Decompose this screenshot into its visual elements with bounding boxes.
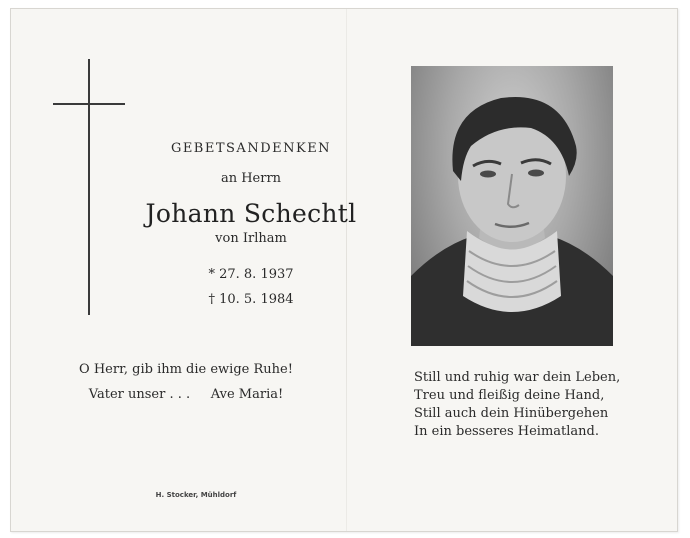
memorial-card bbox=[10, 8, 678, 532]
birth-date: * 27. 8. 1937 bbox=[208, 267, 294, 282]
poem-line: Still auch dein Hinübergehen bbox=[414, 406, 609, 421]
poem-line: In ein besseres Heimatland. bbox=[414, 424, 599, 439]
prayer-line-2: Vater unser . . . Ave Maria! bbox=[88, 387, 284, 402]
card-heading: GEBETSANDENKEN bbox=[170, 141, 332, 156]
deceased-name: Johann Schechtl bbox=[145, 199, 357, 228]
death-date: † 10. 5. 1984 bbox=[208, 292, 294, 307]
poem-line: Still und ruhig war dein Leben, bbox=[414, 370, 621, 385]
origin: von Irlham bbox=[215, 231, 287, 246]
prayer-line-1: O Herr, gib ihm die ewige Ruhe! bbox=[79, 362, 293, 377]
printer-credit: H. Stocker, Mühldorf bbox=[155, 491, 237, 499]
cross-horizontal-bar bbox=[53, 103, 125, 105]
cross-vertical-bar bbox=[88, 59, 90, 315]
salutation: an Herrn bbox=[220, 171, 282, 186]
portrait-photo bbox=[411, 66, 613, 346]
poem-line: Treu und fleißig deine Hand, bbox=[414, 388, 605, 403]
portrait-illustration bbox=[411, 66, 613, 346]
